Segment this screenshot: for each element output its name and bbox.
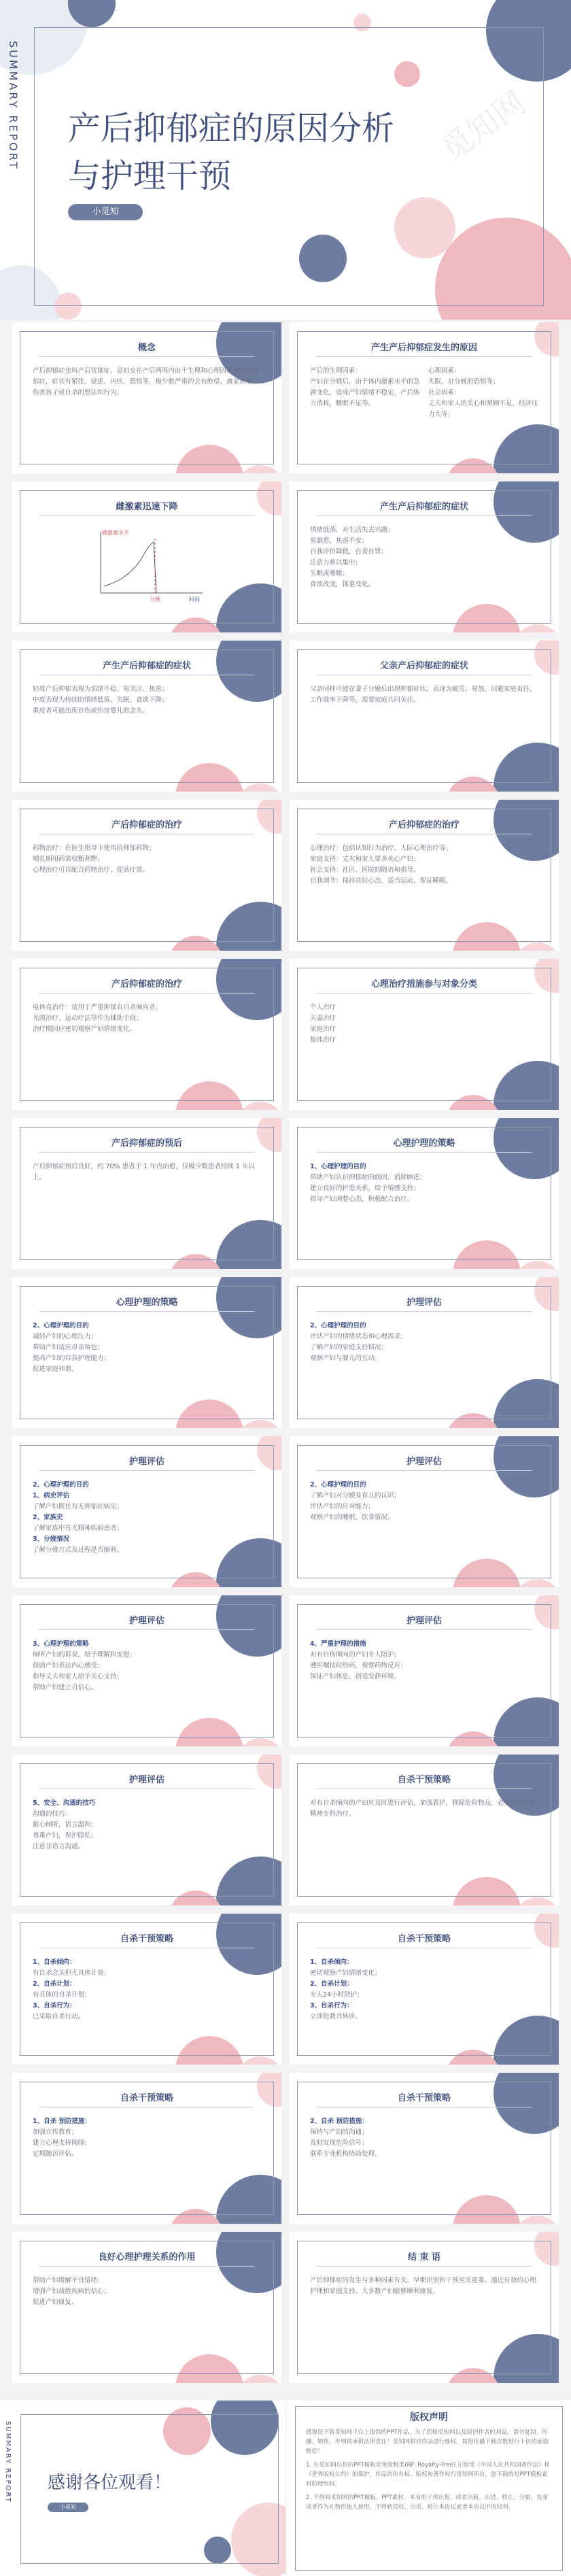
body-line: 2、自杀计划： [310, 1980, 353, 1988]
body-line: 心理治疗可以配合药物治疗，提高疗效。 [33, 866, 150, 874]
slide-title: 自杀干预策略 [397, 1934, 451, 1944]
birth-label: 分娩 [150, 596, 160, 603]
content-slide [12, 1277, 281, 1428]
body-line: 对有自杀倾向的产妇应及时进行评估，加强看护，移除危险物品，必要时转诊至精神专科治疗。 [310, 1799, 536, 1818]
body-line: 沟通的技巧： [33, 1810, 72, 1818]
cover-title-line1: 产后抑郁症的原因分析 [68, 109, 395, 148]
slide-title: 心理护理的策略 [116, 1298, 178, 1308]
slide-title: 心理护理的策略 [393, 1138, 455, 1149]
cover-vertical-text: SUMMARY REPORT [7, 41, 20, 171]
body-line: 社会支持：社区、医院的随访和指导。 [310, 866, 420, 874]
slide-body [310, 525, 538, 590]
body-line: 遵医嘱按时给药，观察药物反应； [310, 1662, 407, 1670]
body-line: 社会因素： [428, 389, 461, 396]
body-line: 药物治疗：在医生指导下使用抗抑郁药物； [33, 845, 156, 852]
body-line: 及时发现危险信号； [310, 2139, 368, 2147]
slide-body [310, 684, 538, 706]
slide-body [310, 2275, 538, 2297]
decor-circle [514, 1261, 559, 1269]
body-line: 建立心理支持网络； [33, 2139, 91, 2147]
content-slide [12, 800, 281, 951]
body-line: 3、分娩情况 [33, 1536, 70, 1543]
decor-circle [237, 465, 281, 473]
content-slide [12, 481, 281, 632]
title-divider [317, 1152, 532, 1153]
body-line: 帮助产妇建立自信心。 [33, 1684, 98, 1691]
slide-body [73, 525, 261, 611]
slide-title: 护理评估 [406, 1616, 442, 1626]
slide-title: 产生产后抑郁症发生的原因 [370, 343, 477, 353]
title-divider [317, 993, 532, 994]
slide-title: 护理评估 [128, 1775, 165, 1785]
content-slide [12, 959, 281, 1110]
body-line: 电休克治疗：适用于严重抑郁有自杀倾向者； [33, 1004, 162, 1011]
slide-body [33, 1480, 261, 1556]
title-divider [317, 2266, 532, 2267]
content-slide [290, 1914, 559, 2065]
slide-title: 产生产后抑郁症的症状 [102, 661, 191, 671]
series-line [104, 542, 156, 593]
body-line: 了解产妇的家庭支持情况； [310, 1344, 388, 1351]
slide-body [33, 2275, 261, 2308]
body-line: 鼓励产妇表达内心感受； [33, 1662, 104, 1670]
body-line: 3、自杀行为： [33, 2002, 76, 2010]
slide-body [310, 1002, 538, 1046]
content-slide [290, 800, 559, 951]
title-divider [317, 1311, 532, 1312]
body-line: 立即抢救并转诊。 [310, 2013, 362, 2020]
title-divider [39, 1311, 254, 1312]
body-line: 4、严重护理的措施 [310, 1640, 366, 1648]
slide-title: 护理评估 [128, 1457, 165, 1467]
slide-title: 护理评估 [406, 1298, 442, 1308]
content-slide [12, 1914, 281, 2065]
body-line: 了解产妇对分娩及育儿的认识； [310, 1492, 401, 1499]
thanks-vertical-text: SUMMARY REPORT [4, 2421, 12, 2503]
copyright-body [306, 2428, 552, 2516]
decor-circle [237, 1738, 281, 1746]
decor-circle [514, 1897, 559, 1905]
content-slide [290, 1277, 559, 1428]
body-line: 1、心理护理的目的 [310, 1163, 366, 1170]
body-line: 2、自杀计划： [33, 1980, 76, 1988]
slide-title: 产后抑郁症的治疗 [388, 820, 460, 830]
slide-body [33, 1002, 261, 1035]
thanks-slide [0, 2401, 286, 2576]
slide-body [310, 1957, 538, 2022]
slide-title: 自杀干预策略 [397, 1775, 451, 1785]
title-divider [317, 356, 532, 357]
content-slide [12, 1755, 281, 1905]
content-slide [290, 1595, 559, 1746]
body-line: 尊重产妇，保护隐私； [33, 1832, 98, 1840]
body-line: 增强产妇战胜疾病的信心； [33, 2288, 111, 2295]
body-line: 治疗期间应密切观察产妇情绪变化。 [33, 1026, 137, 1033]
body-line: 2、自杀 预防措施： [310, 2118, 368, 2125]
body-line: 光照治疗、运动疗法等作为辅助手段； [33, 1015, 143, 1022]
copyright-title: 版权声明 [410, 2412, 448, 2423]
body-line: 了解家族中有无精神疾病患者； [33, 1525, 124, 1532]
slide-body [33, 684, 261, 717]
body-line: 指导产妇调整心态，积极配合治疗。 [310, 1196, 414, 1203]
body-line: 专人24小时陪护； [310, 1991, 364, 1999]
body-line: 观察产妇与婴儿的互动。 [310, 1355, 381, 1362]
title-divider [39, 1470, 254, 1471]
body-line: 自我评价降低，自责自罪； [310, 548, 388, 556]
body-line: 帮助产妇适应母亲角色； [33, 1344, 104, 1351]
decor-circle [237, 2375, 281, 2383]
body-line: 建立良好的护患关系，给予情感支持； [310, 1185, 420, 1192]
body-line: 评估产妇的应对能力； [310, 1503, 375, 1510]
copyright-paragraph: 1. 在觅知网出售的PPT模板是免版税类(RF: Royalty-Free) 正版受《中国人民共和国著作法》和《世界版权公约》的保护，作品的所有权、版权和著作权归觅知网所有，您下载的是PPT模板素材的使用权。 [306, 2462, 550, 2488]
slide-body [310, 1798, 538, 1820]
content-slide [290, 481, 559, 632]
thanks-title: 感谢各位观看！ [48, 2473, 172, 2493]
slide-title: 产生产后抑郁症的症状 [379, 502, 468, 512]
y-axis-label: 雌激素水平 [102, 530, 129, 536]
body-line: 丈夫和家人的关心和照顾不足，经济压力大等； [428, 400, 538, 418]
slide-body [310, 366, 538, 420]
body-line: 夫妻治疗 [310, 1015, 336, 1022]
title-divider [317, 1629, 532, 1630]
slide-body [310, 843, 538, 887]
body-line: 定期随访评估。 [33, 2150, 78, 2158]
copyright-paragraph: 感谢您下载觅知网平台上提供的PPT作品，为了您和觅知网以及原创作者的利益，请勿复制、传播、销售，否则将承担法律责任！觅知网将对作品进行维权，按照传播下载次数进行十倍的索取赔偿！ [306, 2429, 549, 2455]
body-line: 1、自杀倾向： [310, 1959, 353, 1966]
body-line: 心理治疗：包括认知行为治疗、人际心理治疗等； [310, 845, 453, 852]
body-line: 了解分娩方式及过程是否顺利。 [33, 1546, 124, 1554]
title-divider [317, 515, 532, 516]
body-line: 1、自杀倾向： [33, 1959, 76, 1966]
content-slide [290, 959, 559, 1110]
content-slide [12, 1118, 281, 1269]
slide-body [33, 366, 261, 399]
thanks-author-badge: 小觅知 [48, 2503, 88, 2512]
body-line: 观察产妇的睡眠、饮食情况。 [310, 1514, 394, 1521]
body-line: 自我调节：保持良好心态，适当运动，保证睡眠。 [310, 877, 453, 885]
body-line: 促进产妇康复。 [33, 2299, 78, 2306]
decor-circle [514, 624, 559, 632]
body-line: 指导丈夫和家人给予关心支持； [33, 1673, 124, 1680]
body-line: 有具体的自杀计划； [33, 1991, 91, 1999]
body-line: 加强宣传教育； [33, 2129, 78, 2136]
body-line: 了解产妇既往有无抑郁症病史； [33, 1503, 124, 1510]
content-slide [290, 2073, 559, 2224]
content-slide [290, 641, 559, 792]
body-line: 已采取自杀行动。 [33, 2013, 85, 2020]
slide-body [33, 1957, 261, 2022]
decor-circle [237, 783, 281, 792]
decor-circle [237, 2056, 281, 2065]
slide-title: 雌激素迅速下降 [116, 502, 178, 512]
slide-body [33, 1162, 261, 1183]
body-line: 注意力难以集中； [310, 559, 362, 566]
content-slide [290, 1436, 559, 1587]
slide-column [428, 366, 538, 420]
body-line: 产后抑郁症的发生与多种因素有关，早期识别和干预至关重要。通过有效的心理护理和家庭支持，大多数产妇能够顺利康复。 [310, 2277, 536, 2295]
title-divider [39, 1629, 254, 1630]
body-line: 产后抑郁症也叫产后忧郁症，是妇女在产后两周内由于生理和心理因素造成的抑郁症，症状有紧张、疑虑、内疚、恐惧等，极少数严重的会有绝望、离家出走、伤害孩子或自杀的想法和行为。 [33, 367, 259, 396]
copyright-slide [287, 2401, 571, 2576]
decor-circle [514, 1579, 559, 1587]
body-line: 倾听产妇的诉说，给予理解和安慰； [33, 1651, 137, 1659]
body-line: 1、病史评估 [33, 1492, 70, 1499]
body-line: 耐心倾听，语言温和； [33, 1821, 98, 1829]
body-line: 轻度产后抑郁表现为情绪不稳、易哭泣、焦虑； [33, 685, 169, 693]
content-slide [290, 322, 559, 473]
body-line: 心理因素： [428, 367, 461, 375]
author-badge: 小觅知 [68, 204, 143, 220]
body-line: 帮助产妇缓解不良情绪； [33, 2277, 104, 2284]
cover-title-line2: 与护理干预 [68, 157, 232, 195]
slide-title: 产后抑郁症的治疗 [111, 820, 182, 830]
slide-title: 自杀干预策略 [397, 2093, 451, 2103]
body-line: 情绪低落，对生活失去兴趣； [310, 526, 394, 534]
body-line: 重度者可能出现自伤或伤害婴儿的念头。 [33, 707, 150, 715]
body-line: 2、家族史 [33, 1514, 63, 1521]
slide-body [310, 1162, 538, 1205]
decor-circle [237, 1102, 281, 1110]
slide-title: 护理评估 [128, 1616, 165, 1626]
body-line: 家庭治疗 [310, 1026, 336, 1033]
body-line: 保持与产妇的沟通； [310, 2129, 368, 2136]
slide-body [33, 1321, 261, 1375]
body-line: 5、安全、沟通的技巧 [33, 1799, 96, 1807]
content-slide [12, 1436, 281, 1587]
slide-title: 概念 [137, 343, 156, 353]
body-line: 哺乳期用药需权衡利弊； [33, 855, 104, 863]
title-divider [39, 515, 254, 516]
decor-circle [514, 2216, 559, 2224]
title-divider [317, 1470, 532, 1471]
body-line: 提高产妇的自我护理能力； [33, 1355, 111, 1362]
body-line: 1、自杀 预防措施： [33, 2118, 91, 2125]
title-divider [39, 356, 254, 357]
body-line: 中度表现为持续的情绪低落、失眠、食欲下降； [33, 696, 169, 704]
body-line: 注意非语言沟通。 [33, 1843, 85, 1850]
body-line: 减轻产妇的心理压力； [33, 1333, 98, 1340]
body-line: 食欲改变，体重变化。 [310, 581, 375, 588]
body-line: 产后抑郁症预后良好，约 70% 患者于 1 年内治愈，仅极少数患者持续 1 年以上。 [33, 1163, 255, 1181]
body-line: 密切观察产妇情绪变化； [310, 1969, 381, 1977]
body-line: 失眠、对分娩的恐惧等； [428, 378, 500, 386]
slide-body [33, 843, 261, 876]
x-axis-label: 时间 [189, 596, 200, 603]
watermark: 觅知网 [434, 84, 532, 169]
body-line: 有自杀念头但无具体计划； [33, 1969, 111, 1977]
slide-title: 结 束 语 [407, 2252, 441, 2263]
content-slide [290, 1118, 559, 1269]
cover-slide [0, 0, 571, 320]
slide-title: 护理评估 [406, 1457, 442, 1467]
content-slide [12, 2232, 281, 2383]
slide-body [33, 1639, 261, 1693]
body-line: 评估产妇的情绪状态和心理需求； [310, 1333, 407, 1340]
slide-column [310, 366, 420, 420]
content-slide [12, 322, 281, 473]
decor-circle [514, 943, 559, 951]
slide-body [33, 1798, 261, 1852]
body-line: 产妇在分娩后，由于体内激素水平的急剧变化，造成产妇情绪不稳定，产后体力消耗、睡眠不足等。 [310, 378, 420, 407]
body-line: 产后的生理因素： [310, 367, 362, 375]
slide-title: 产后抑郁症的治疗 [111, 979, 182, 989]
slide-body [310, 2116, 538, 2160]
decor-circle [237, 1420, 281, 1428]
slide-body [33, 2116, 261, 2160]
slide-title: 良好心理护理关系的作用 [98, 2252, 196, 2263]
body-line: 3、自杀行为： [310, 2002, 353, 2010]
content-slide [12, 1595, 281, 1746]
body-line: 父亲同样可能在妻子分娩后出现抑郁症状，表现为疲劳、易怒、回避家庭责任、工作效率下降等，需要家庭共同关注。 [310, 685, 536, 704]
title-divider [39, 993, 254, 994]
body-line: 2、心理护理的目的 [310, 1322, 366, 1329]
body-line: 集体治疗 [310, 1036, 336, 1044]
estrogen-chart [73, 525, 209, 607]
slide-title: 父亲产后抑郁症的症状 [379, 661, 468, 671]
body-line: 易激惹，焦虑不安； [310, 537, 368, 545]
slide-title: 自杀干预策略 [120, 1934, 173, 1944]
body-line: 3、心理护理的策略 [33, 1640, 89, 1648]
slide-body [310, 1321, 538, 1364]
slide-title: 心理治疗措施参与对象分类 [370, 979, 477, 989]
content-slide [290, 2232, 559, 2383]
slide-body [310, 1639, 538, 1682]
body-line: 帮助产妇认识抑郁症的病因，消除顾虑； [310, 1174, 427, 1181]
body-line: 2、心理护理的目的 [33, 1481, 89, 1489]
body-line: 个人治疗 [310, 1004, 336, 1011]
slide-body [310, 1480, 538, 1523]
body-line: 促进家庭和谐。 [33, 1366, 78, 1373]
body-line: 联系专业机构协助处理。 [310, 2150, 381, 2158]
content-slide [12, 641, 281, 792]
body-line: 失眠或嗜睡； [310, 570, 349, 577]
title-divider [39, 2266, 254, 2267]
copyright-paragraph: 2. 不得将觅知网的PPT模板、PPT素材，本身用于再出售，或者出租、出借、转让、分销、发布或者作为礼物供他人使用，不得转授权、出卖、转让本协议或者本协议中的权利。 [306, 2494, 549, 2511]
body-line: 对有自伤倾向的产妇专人陪护； [310, 1651, 401, 1659]
content-slide [12, 2073, 281, 2224]
slide-title: 产后抑郁症的预后 [111, 1138, 182, 1149]
slide-title: 自杀干预策略 [120, 2093, 173, 2103]
body-line: 2、心理护理的目的 [310, 1481, 366, 1489]
body-line: 2、心理护理的目的 [33, 1322, 89, 1329]
body-line: 家庭支持：丈夫和家人要多关心产妇； [310, 855, 420, 863]
title-divider [39, 1152, 254, 1153]
body-line: 保证产妇休息，创造安静环境。 [310, 1673, 401, 1680]
content-slide [290, 1755, 559, 1905]
